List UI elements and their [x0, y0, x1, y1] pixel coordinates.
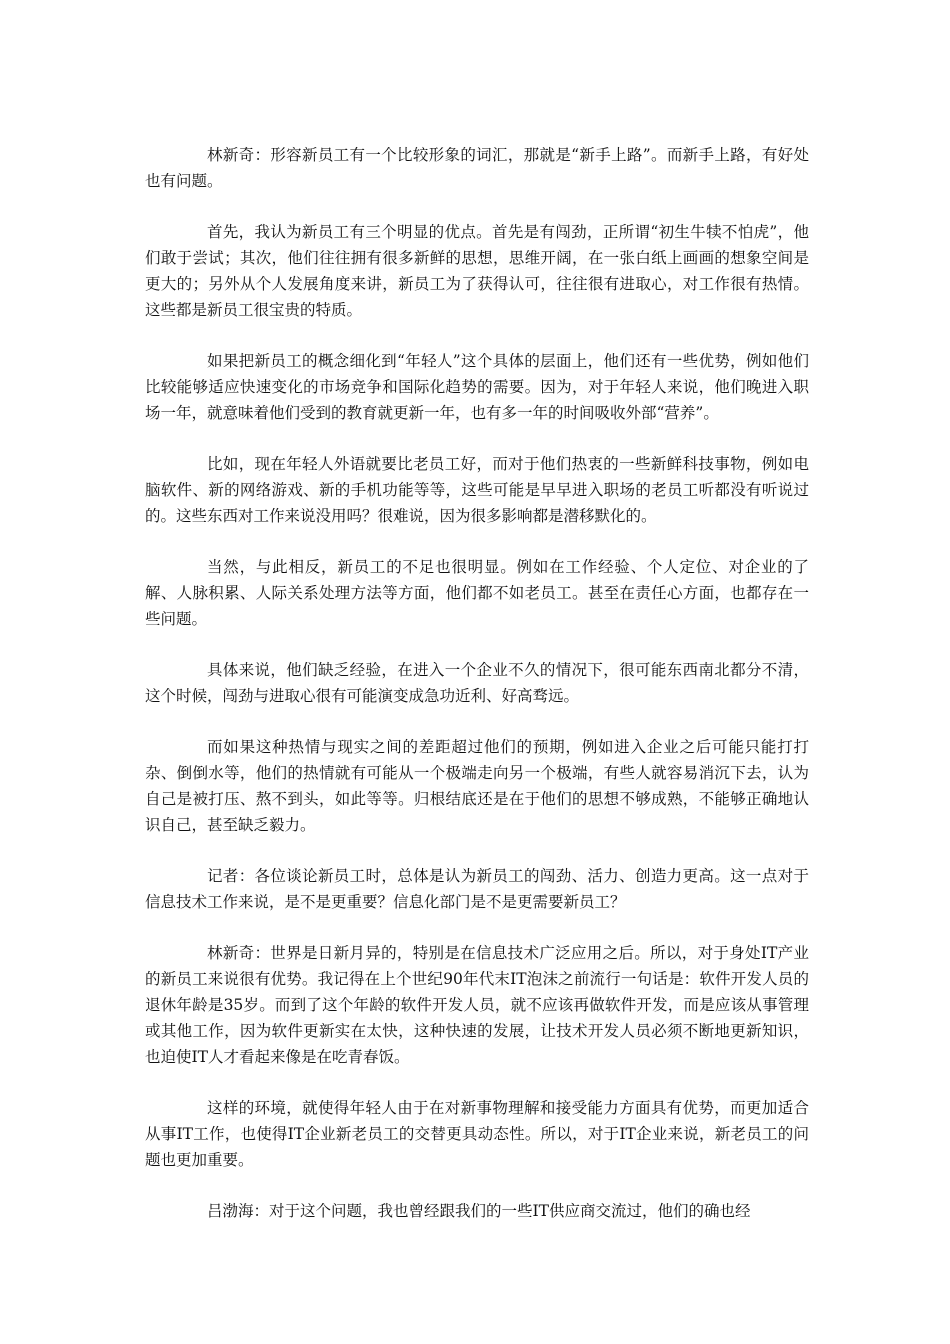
paragraph-9: 林新奇：世界是日新月异的，特别是在信息技术广泛应用之后。所以，对于身处IT产业的新员工来说很有优势。我记得在上个世纪90年代末IT泡沫之前流行一句话是：软件开发人员的退休年龄是35岁。而到了这个年龄的软件开发人员，就不应该再做软件开发，而是应该从事管理或其他工作，因为软件更新实在太快，这种快速的发展，让技术开发人员必须不断地更新知识，也迫使IT人才看起来像是在吃青春饭。 — [145, 944, 809, 1066]
paragraph-3: 如果把新员工的概念细化到“年轻人”这个具体的层面上，他们还有一些优势，例如他们比较能够适应快速变化的市场竞争和国际化趋势的需要。因为，对于年轻人来说，他们晚进入职场一年，就意味着他们受到的教育就更新一年，也有多一年的时间吸收外部“营养”。 — [145, 352, 809, 422]
paragraph-5: 当然，与此相反，新员工的不足也很明显。例如在工作经验、个人定位、对企业的了解、人脉积累、人际关系处理方法等方面，他们都不如老员工。甚至在责任心方面，也都存在一些问题。 — [145, 558, 809, 628]
paragraph-1: 林新奇：形容新员工有一个比较形象的词汇，那就是“新手上路”。而新手上路，有好处也有问题。 — [145, 146, 809, 190]
paragraph-6: 具体来说，他们缺乏经验，在进入一个企业不久的情况下，很可能东西南北都分不清，这个时候，闯劲与进取心很有可能演变成急功近利、好高骛远。 — [145, 661, 809, 705]
article-body — [145, 142, 809, 1249]
paragraph-4: 比如，现在年轻人外语就要比老员工好，而对于他们热衷的一些新鲜科技事物，例如电脑软件、新的网络游戏、新的手机功能等等，这些可能是早早进入职场的老员工听都没有听说过的。这些东西对工作来说没用吗？很难说，因为很多影响都是潜移默化的。 — [145, 455, 809, 525]
paragraph-2: 首先，我认为新员工有三个明显的优点。首先是有闯劲，正所谓“初生牛犊不怕虎”，他们敢于尝试；其次，他们往往拥有很多新鲜的思想，思维开阔，在一张白纸上画画的想象空间是更大的；另外从个人发展角度来讲，新员工为了获得认可，往往很有进取心，对工作很有热情。这些都是新员工很宝贵的特质。 — [145, 223, 809, 319]
paragraph-11: 吕渤海：对于这个问题，我也曾经跟我们的一些IT供应商交流过，他们的确也经 — [207, 1202, 751, 1220]
paragraph-7: 而如果这种热情与现实之间的差距超过他们的预期，例如进入企业之后可能只能打打杂、倒倒水等，他们的热情就有可能从一个极端走向另一个极端，有些人就容易消沉下去，认为自己是被打压、熬不到头，如此等等。归根结底还是在于他们的思想不够成熟，不能够正确地认识自己，甚至缺乏毅力。 — [145, 738, 809, 834]
paragraph-10: 这样的环境，就使得年轻人由于在对新事物理解和接受能力方面具有优势，而更加适合从事IT工作，也使得IT企业新老员工的交替更具动态性。所以，对于IT企业来说，新老员工的问题也更加重要。 — [145, 1099, 809, 1169]
paragraph-8: 记者：各位谈论新员工时，总体是认为新员工的闯劲、活力、创造力更高。这一点对于信息技术工作来说，是不是更重要？信息化部门是不是更需要新员工？ — [145, 867, 809, 911]
